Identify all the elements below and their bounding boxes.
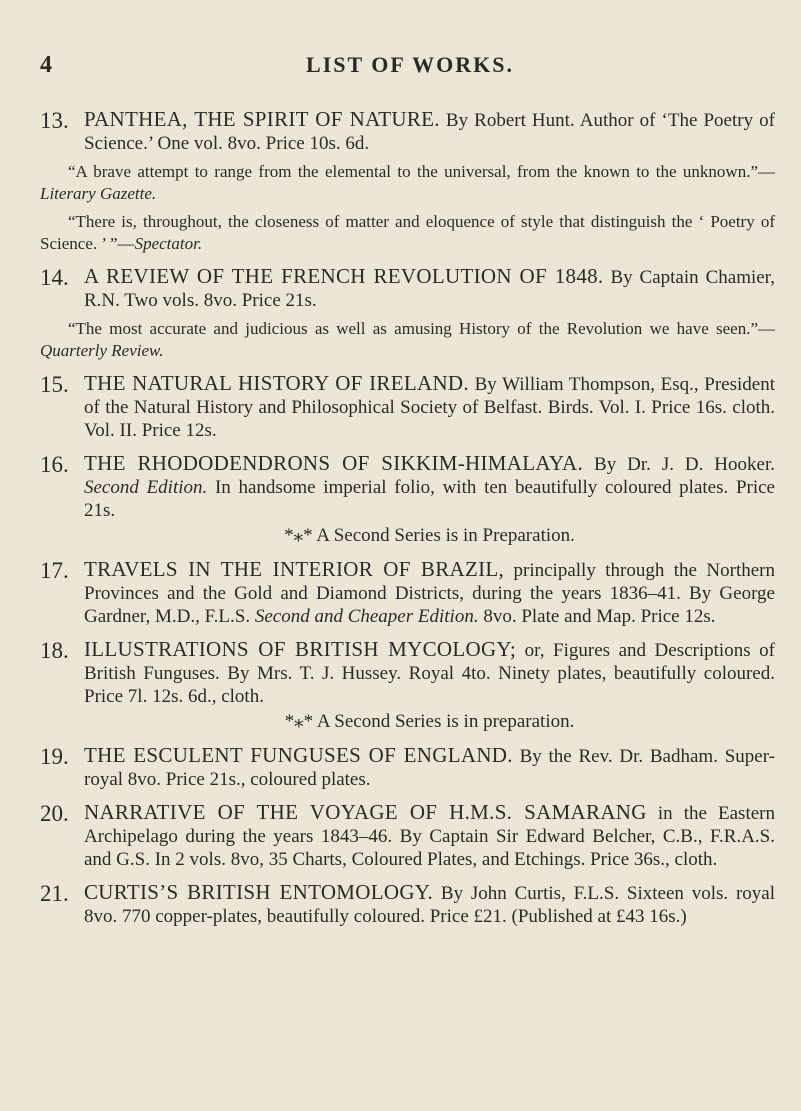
works-list	[40, 108, 775, 938]
review-quote	[40, 211, 775, 255]
entry-title: PANTHEA, THE SPIRIT OF NATURE.	[84, 107, 440, 131]
list-item	[40, 744, 775, 791]
entry-number: 14.	[40, 265, 69, 290]
entry-title: THE RHODODENDRONS OF SIKKIM-HIMALAYA.	[84, 451, 584, 475]
quote-text: “A brave attempt to range from the elemental to the universal, from the known to the unknown.”—	[68, 162, 775, 181]
entry-text	[84, 881, 775, 928]
entry-body: By the Rev. Dr. Badham. Super-royal 8vo. Price 21s., coloured plates.	[84, 746, 775, 790]
review-quote	[40, 318, 775, 362]
page-header	[40, 52, 780, 88]
entry-text	[84, 801, 775, 871]
entry-body: By John Curtis, F.L.S. Sixteen vols. royal 8vo. 770 copper-plates, beautifully coloured. Price £21. (Published at £43 16s.)	[84, 883, 775, 927]
entry-body: or, Figures and Descriptions of British Funguses. By Mrs. T. J. Hussey. Royal 4to. Ninety plates, beautifully coloured. Price 7l. 12s. 6d., cloth.	[84, 640, 775, 707]
quote-source: Literary Gazette.	[40, 184, 157, 203]
entry-text	[84, 638, 775, 708]
review-quote	[40, 161, 775, 205]
list-item	[40, 372, 775, 442]
list-item	[40, 801, 775, 871]
list-item	[40, 452, 775, 548]
entry-text	[84, 108, 775, 155]
quote-source: Quarterly Review.	[40, 341, 164, 360]
series-note: *⁎* A Second Series is in preparation.	[284, 711, 575, 732]
quote-text: “There is, throughout, the closeness of matter and eloquence of style that distinguish the ‘ Poetry of Science. ’ ”—	[40, 212, 775, 253]
entry-number: 20.	[40, 801, 69, 826]
entry-number: 13.	[40, 108, 69, 133]
entry-number: 17.	[40, 558, 69, 583]
quote-text: “The most accurate and judicious as well as amusing History of the Revolution we have seen.”—	[68, 319, 775, 338]
entry-text	[84, 265, 775, 312]
entry-body: By William Thompson, Esq., President of the Natural History and Philosophical Society of Belfast. Birds. Vol. I. Price 16s. cloth. Vol. II. Price 12s.	[84, 374, 775, 441]
list-item	[40, 881, 775, 928]
entry-body: By Robert Hunt. Author of ‘The Poetry of Science.’ One vol. 8vo. Price 10s. 6d.	[84, 110, 775, 154]
entry-title: NARRATIVE OF THE VOYAGE OF H.M.S. SAMARANG	[84, 800, 647, 824]
entry-body: principally through the Northern Provinces and the Gold and Diamond Districts, during the years 1836–41. By George Gardner, M.D., F.L.S.	[84, 560, 775, 627]
entry-text	[84, 372, 775, 442]
series-note: *⁎* A Second Series is in Preparation.	[284, 525, 575, 546]
entry-text	[84, 452, 775, 522]
page-number: 4	[40, 52, 52, 78]
entry-title: THE NATURAL HISTORY OF IRELAND.	[84, 371, 469, 395]
entry-number: 16.	[40, 452, 69, 477]
list-item	[40, 638, 775, 734]
entry-title: THE ESCULENT FUNGUSES OF ENGLAND.	[84, 743, 513, 767]
list-item	[40, 558, 775, 628]
entry-body: in the Eastern Archipelago during the years 1843–46. By Captain Sir Edward Belcher, C.B., F.R.A.S. and G.S. In 2 vols. 8vo, 35 Charts, Coloured Plates, and Etchings. Price 36s., cloth.	[84, 803, 775, 870]
entry-body: By Dr. J. D. Hooker.	[583, 454, 775, 475]
running-title: LIST OF WORKS.	[306, 52, 514, 77]
entry-number: 19.	[40, 744, 69, 769]
entry-number: 21.	[40, 881, 69, 906]
entry-number: 18.	[40, 638, 69, 663]
quote-source: Spectator.	[134, 234, 203, 253]
entry-title: CURTIS’S BRITISH ENTOMOLOGY.	[84, 880, 434, 904]
entry-text	[84, 744, 775, 791]
entry-title: TRAVELS IN THE INTERIOR OF BRAZIL,	[84, 557, 505, 581]
entry-number: 15.	[40, 372, 69, 397]
list-item	[40, 108, 775, 255]
entry-body-cont: 8vo. Plate and Map. Price 12s.	[478, 606, 716, 627]
entry-edition: Second Edition.	[84, 477, 208, 498]
entry-title: A REVIEW OF THE FRENCH REVOLUTION OF 1848.	[84, 264, 604, 288]
entry-text	[84, 558, 775, 628]
entry-title: ILLUSTRATIONS OF BRITISH MYCOLOGY;	[84, 637, 517, 661]
entry-edition: Second and Cheaper Edition.	[250, 606, 479, 627]
entry-body: By Captain Chamier, R.N. Two vols. 8vo. Price 21s.	[84, 267, 775, 311]
entry-body-cont: In handsome imperial folio, with ten beautifully coloured plates. Price 21s.	[84, 477, 775, 521]
list-item	[40, 265, 775, 362]
